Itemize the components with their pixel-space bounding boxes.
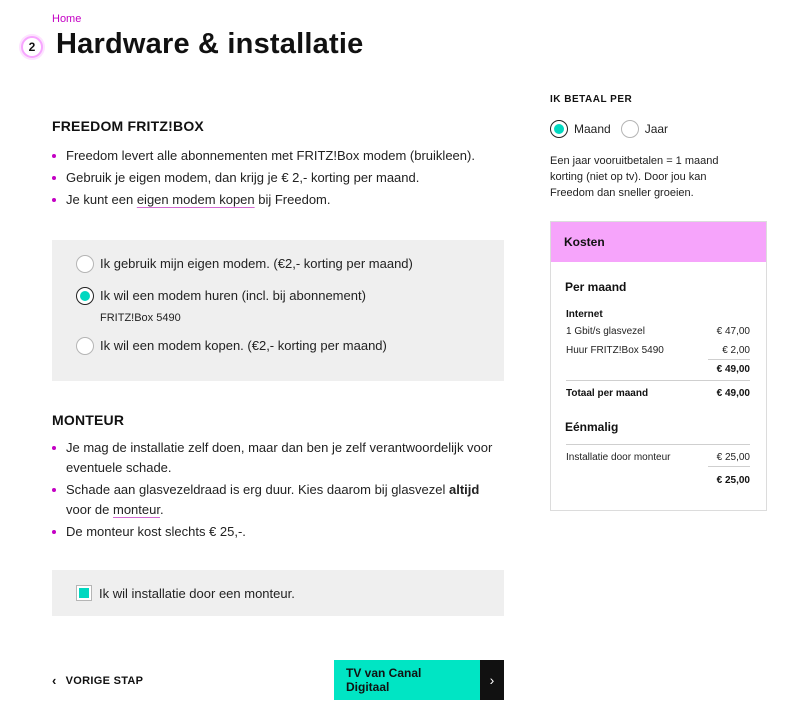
- radio-label: Ik wil een modem kopen. (€2,- korting per maand): [100, 338, 387, 353]
- modem-bullet-list: [52, 146, 512, 212]
- once-title: Eénmalig: [565, 420, 619, 434]
- back-link[interactable]: [52, 673, 143, 688]
- breadcrumb[interactable]: Home: [52, 13, 82, 25]
- next-step-label: TV van Canal Digitaal: [334, 660, 480, 700]
- divider: [708, 466, 750, 467]
- eigen-modem-kopen-link[interactable]: eigen modem kopen: [136, 192, 255, 207]
- chevron-right-icon: ›: [480, 660, 504, 700]
- payment-option-jaar[interactable]: [621, 120, 668, 138]
- radio-button[interactable]: [76, 287, 94, 305]
- internet-group-label: Internet: [566, 309, 603, 320]
- list-item: Schade aan glasvezeldraad is erg duur. Kies daarom bij glasvezel altijd voor de monteur.: [52, 480, 502, 520]
- monteur-option-box: [52, 570, 504, 616]
- radio-sublabel: FRITZ!Box 5490: [100, 312, 181, 324]
- divider: [566, 380, 750, 381]
- payment-options: [550, 120, 678, 138]
- payment-note: Een jaar vooruitbetalen = 1 maand korting (niet op tv). Door jou kan Freedom dan sneller groeien.: [550, 155, 719, 199]
- radio-label: Ik wil een modem huren (incl. bij abonnement): [100, 288, 366, 303]
- modem-option-own[interactable]: [76, 255, 413, 273]
- modem-options-box: [52, 240, 504, 381]
- modem-option-rent[interactable]: [76, 287, 366, 327]
- checkbox-label: Ik wil installatie door een monteur.: [99, 586, 295, 601]
- list-item: Gebruik je eigen modem, dan krijg je € 2,- korting per maand.: [52, 168, 512, 188]
- payment-title: IK BETAAL PER: [550, 94, 633, 105]
- monteur-checkbox-row[interactable]: [76, 585, 295, 603]
- radio-button[interactable]: [550, 120, 568, 138]
- radio-button[interactable]: [621, 120, 639, 138]
- list-item: Je mag de installatie zelf doen, maar dan ben je zelf verantwoordelijk voor eventuele schade.: [52, 438, 502, 478]
- divider: [708, 359, 750, 360]
- cost-row: Huur FRITZ!Box 5490 € 2,00: [566, 345, 750, 356]
- radio-label: Jaar: [644, 122, 669, 136]
- page-title: Hardware & installatie: [56, 28, 364, 60]
- modem-section-title: FREEDOM FRITZ!BOX: [52, 118, 204, 134]
- radio-label: Ik gebruik mijn eigen modem. (€2,- korting per maand): [100, 256, 413, 271]
- cost-card: [550, 221, 767, 511]
- list-item: Freedom levert alle abonnementen met FRITZ!Box modem (bruikleen).: [52, 146, 512, 166]
- next-step-button[interactable]: [334, 660, 504, 700]
- divider: [566, 444, 750, 445]
- monthly-subtotal-row: € 49,00: [716, 364, 750, 375]
- once-total-row: € 25,00: [716, 475, 750, 486]
- radio-button[interactable]: [76, 255, 94, 273]
- cost-row: 1 Gbit/s glasvezel € 47,00: [566, 326, 750, 337]
- list-item: De monteur kost slechts € 25,-.: [52, 522, 502, 542]
- back-link-label: VORIGE STAP: [65, 674, 144, 687]
- modem-option-buy[interactable]: [76, 337, 387, 355]
- step-badge: 2: [21, 36, 43, 58]
- chevron-left-icon: ‹: [52, 673, 57, 688]
- list-item: Je kunt een eigen modem kopen bij Freedom.: [52, 190, 512, 210]
- monthly-title: Per maand: [565, 280, 627, 294]
- monteur-checkbox[interactable]: [76, 585, 92, 601]
- radio-button[interactable]: [76, 337, 94, 355]
- payment-option-maand[interactable]: [550, 120, 611, 138]
- monthly-total-row: Totaal per maand € 49,00: [566, 388, 750, 399]
- radio-label: Maand: [574, 122, 611, 136]
- monteur-bullet-list: [52, 438, 502, 544]
- monteur-section-title: MONTEUR: [52, 412, 125, 428]
- cost-card-header: Kosten: [551, 222, 766, 262]
- cost-row: Installatie door monteur € 25,00: [566, 452, 750, 463]
- monteur-link[interactable]: monteur: [112, 502, 160, 517]
